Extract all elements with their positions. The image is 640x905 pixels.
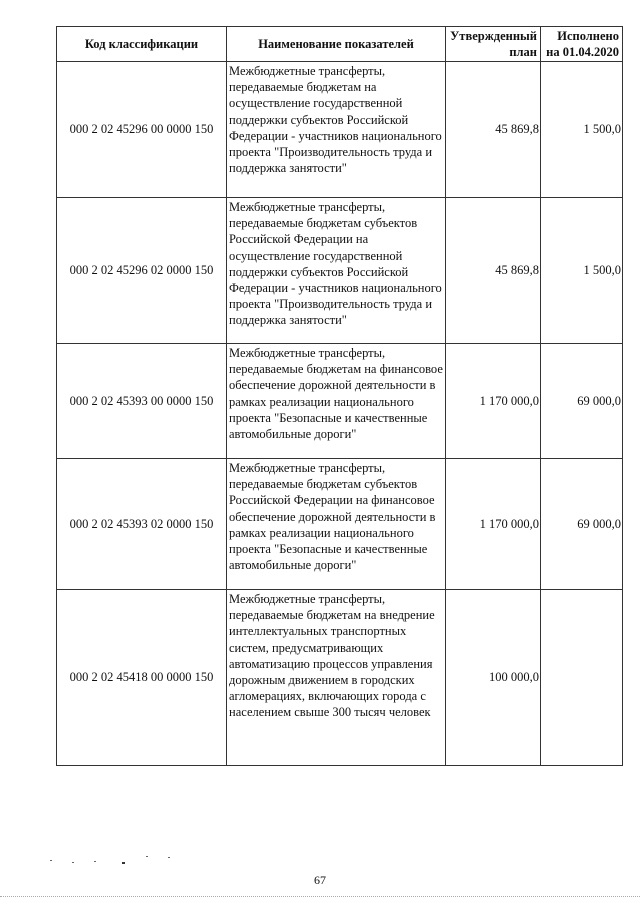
table-row (57, 590, 623, 766)
row-done: 1 500,0 (541, 62, 623, 198)
header-done-line2: на 01.04.2020 (546, 45, 619, 59)
page-number: 67 (314, 873, 326, 887)
scan-edge (0, 896, 640, 899)
row-done (541, 590, 623, 766)
budget-table (56, 26, 623, 766)
row-name: Межбюджетные трансферты, передаваемые бюджетам на внедрение интеллектуальных транспортных систем, предусматривающих автоматизацию процессов управления дорожным движением в городских агломерациях, включающих города с населением свыше 300 тысяч человек (227, 590, 446, 766)
header-row (57, 27, 623, 62)
row-name: Межбюджетные трансферты, передаваемые бюджетам субъектов Российской Федерации на осуществление государственной поддержки субъектов Российской Федерации - участников национального проекта "Производительность труда и поддержка занятости" (227, 198, 446, 344)
row-done: 69 000,0 (541, 459, 623, 590)
header-code: Код классификации (57, 27, 227, 62)
row-plan: 1 170 000,0 (446, 344, 541, 459)
row-plan: 100 000,0 (446, 590, 541, 766)
scan-specks (50, 848, 190, 868)
row-name: Межбюджетные трансферты, передаваемые бюджетам на осуществление государственной поддержки субъектов Российской Федерации - участников национального проекта "Производительность труда и поддержка занятости" (227, 62, 446, 198)
row-plan: 45 869,8 (446, 198, 541, 344)
header-plan (446, 27, 541, 62)
table-row (57, 344, 623, 459)
header-name: Наименование показателей (227, 27, 446, 62)
row-code: 000 2 02 45418 00 0000 150 (57, 590, 227, 766)
row-plan: 1 170 000,0 (446, 459, 541, 590)
table-row (57, 62, 623, 198)
row-code: 000 2 02 45393 00 0000 150 (57, 344, 227, 459)
row-name: Межбюджетные трансферты, передаваемые бюджетам субъектов Российской Федерации на финансовое обеспечение дорожной деятельности в рамках реализации национального проекта "Безопасные и качественные автомобильные дороги" (227, 459, 446, 590)
header-plan-line1: Утвержденный (450, 28, 537, 43)
row-done: 1 500,0 (541, 198, 623, 344)
row-name: Межбюджетные трансферты, передаваемые бюджетам на финансовое обеспечение дорожной деятельности в рамках реализации национального проекта "Безопасные и качественные автомобильные дороги" (227, 344, 446, 459)
row-done: 69 000,0 (541, 344, 623, 459)
row-plan: 45 869,8 (446, 62, 541, 198)
header-done (541, 27, 623, 62)
row-code: 000 2 02 45296 00 0000 150 (57, 62, 227, 198)
row-code: 000 2 02 45296 02 0000 150 (57, 198, 227, 344)
header-done-line1: Исполнено (557, 28, 619, 43)
table-row (57, 198, 623, 344)
table-row (57, 459, 623, 590)
header-plan-line2: план (509, 45, 537, 59)
row-code: 000 2 02 45393 02 0000 150 (57, 459, 227, 590)
